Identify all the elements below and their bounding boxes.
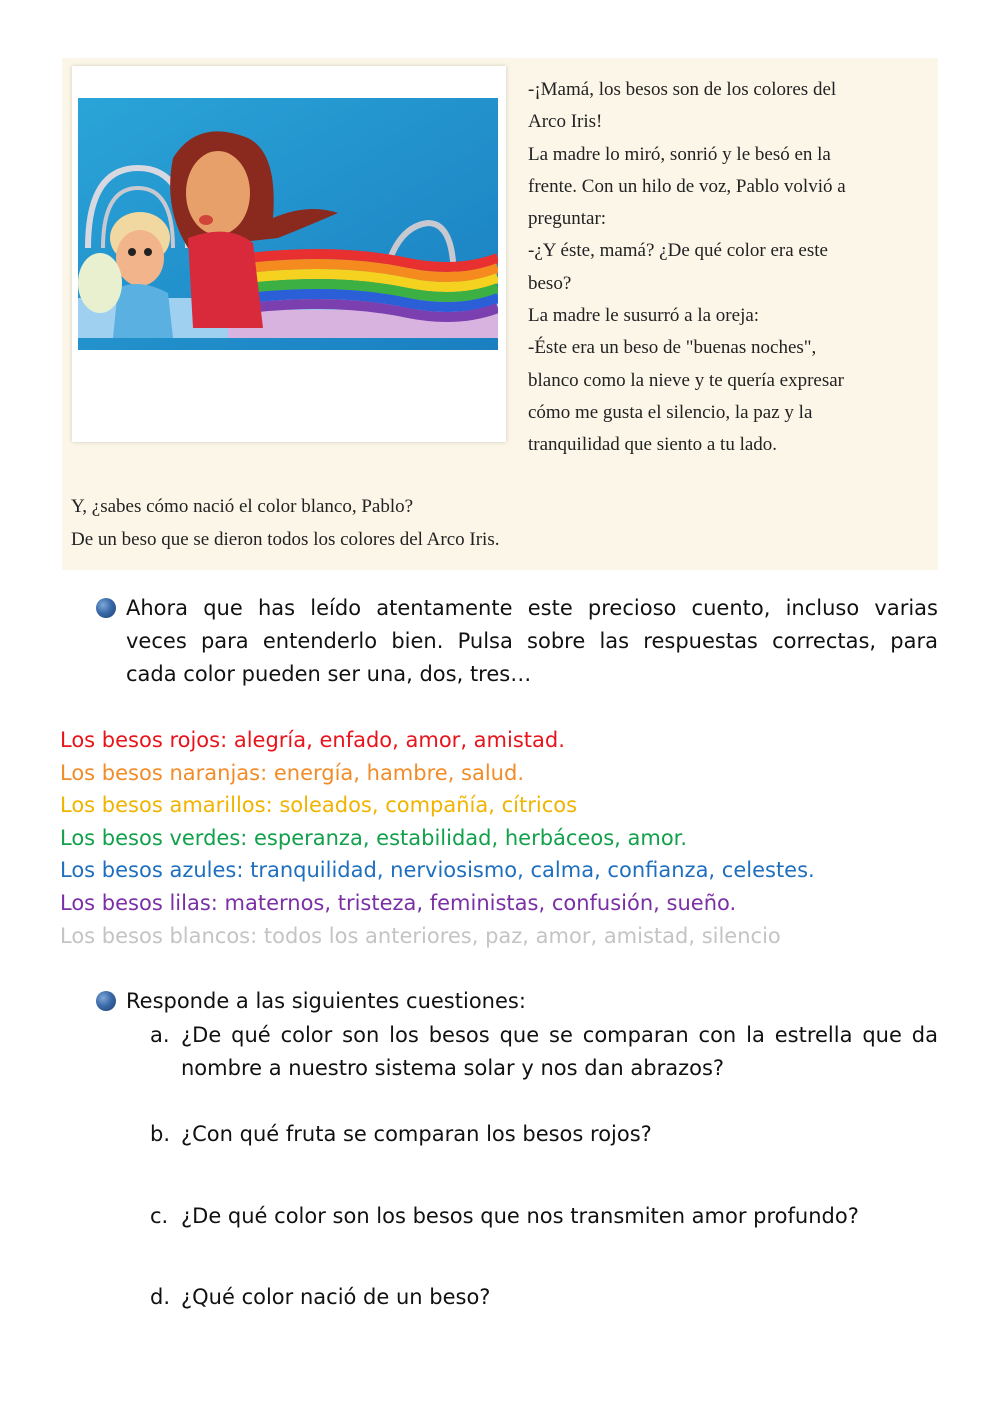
question-letter: d.: [150, 1285, 171, 1309]
question-letter: b.: [150, 1122, 171, 1146]
question-line: nombre a nuestro sistema solar y nos dan abrazos?: [181, 1056, 725, 1080]
story-line: beso?: [528, 272, 572, 294]
story-illustration: [72, 66, 506, 442]
answer-option-red[interactable]: Los besos rojos: alegría, enfado, amor, amistad.: [60, 728, 565, 752]
story-line: Arco Iris!: [528, 111, 603, 133]
story-line: cómo me gusta el silencio, la paz y la: [528, 401, 813, 423]
answer-option-orange[interactable]: Los besos naranjas: energía, hambre, salud.: [60, 760, 524, 785]
question-line: ¿De qué color son los besos que nos transmiten amor profundo?: [181, 1204, 859, 1228]
question-line: ¿De qué color son los besos que se comparan con la estrella que da: [181, 1023, 938, 1047]
question-letter: c.: [150, 1204, 169, 1228]
story-line: blanco como la nieve y te quería expresar: [528, 369, 844, 391]
questions-heading: Responde a las siguientes cuestiones:: [126, 989, 526, 1013]
story-text-bottom: [71, 490, 911, 556]
question-line: ¿Con qué fruta se comparan los besos rojos?: [181, 1122, 652, 1146]
story-panel: [62, 58, 938, 570]
mother-child-rainbow-illustration: [78, 98, 498, 350]
story-line: -¡Mamá, los besos son de los colores del: [528, 79, 837, 100]
question-letter: a.: [150, 1023, 170, 1047]
story-line: frente. Con un hilo de voz, Pablo volvió a: [528, 175, 846, 197]
instruction-line: cada color pueden ser una, dos, tres…: [126, 662, 532, 686]
answer-list: [60, 724, 815, 952]
answer-option-blue[interactable]: Los besos azules: tranquilidad, nerviosismo, calma, confianza, celestes.: [60, 858, 815, 883]
answer-option-white[interactable]: Los besos blancos: todos los anteriores, paz, amor, amistad, silencio: [60, 923, 781, 948]
instruction-text: [126, 592, 938, 691]
story-line: -¿Y éste, mamá? ¿De qué color era este: [528, 240, 828, 262]
story-line: -Éste era un beso de "buenas noches",: [528, 337, 817, 359]
answer-option-yellow[interactable]: Los besos amarillos: soleados, compañía, cítricos: [60, 793, 578, 818]
story-text-right: [528, 74, 918, 462]
story-line: preguntar:: [528, 208, 607, 230]
answer-option-purple[interactable]: Los besos lilas: maternos, tristeza, feministas, confusión, sueño.: [60, 890, 737, 915]
story-line: La madre le susurró a la oreja:: [528, 305, 760, 327]
story-line: tranquilidad que siento a tu lado.: [528, 434, 778, 456]
story-line: Y, ¿sabes cómo nació el color blanco, Pablo?: [71, 496, 414, 517]
blue-dot-icon: [96, 991, 116, 1011]
question-line: ¿Qué color nació de un beso?: [181, 1285, 491, 1309]
answer-option-green[interactable]: Los besos verdes: esperanza, estabilidad, herbáceos, amor.: [60, 825, 688, 850]
blue-dot-icon: [96, 598, 116, 618]
story-line: De un beso que se dieron todos los colores del Arco Iris.: [71, 529, 500, 550]
story-line: La madre lo miró, sonrió y le besó en la: [528, 143, 831, 165]
instruction-line: Ahora que has leído atentamente este precioso cuento, incluso varias: [126, 596, 938, 620]
instruction-line: veces para entenderlo bien. Pulsa sobre las respuestas correctas, para: [126, 629, 938, 653]
